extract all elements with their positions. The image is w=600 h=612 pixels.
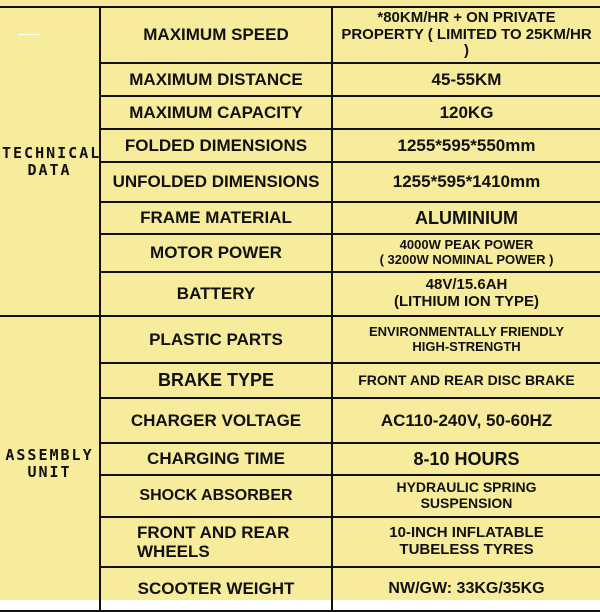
section-label-line: TECHNICAL	[2, 143, 102, 162]
spec-value-text: ( 3200W NOMINAL POWER )	[379, 252, 554, 267]
spec-name-text: CHARGING TIME	[147, 449, 285, 469]
spec-name	[100, 7, 332, 63]
spec-name	[100, 129, 332, 162]
spec-name-text: BRAKE TYPE	[157, 370, 274, 391]
spec-value	[332, 234, 600, 272]
spec-value-text: NW/GW: 33KG/35KG	[388, 580, 545, 598]
spec-value	[332, 517, 600, 567]
spec-value-text: 45-55KM	[431, 69, 502, 89]
spec-value-text: PROPERTY ( LIMITED TO 25KM/HR )	[341, 25, 592, 60]
spec-name	[100, 162, 332, 202]
spec-value-text: ALUMINIUM	[415, 207, 518, 228]
spec-name-text: CHARGER VOLTAGE	[130, 410, 302, 430]
spec-name-text: SCOOTER WEIGHT	[137, 579, 295, 599]
spec-value	[332, 363, 600, 398]
spec-name-text: WHEELS	[137, 542, 210, 561]
spec-name-text: UNFOLDED DIMENSIONS	[112, 172, 320, 192]
spec-name-text: FRAME MATERIAL	[140, 208, 292, 228]
spec-value-text: HIGH-STRENGTH	[412, 338, 521, 354]
spec-name	[100, 316, 332, 363]
spec-name-text: MAXIMUM SPEED	[143, 25, 289, 45]
spec-value-text: 1255*595*550mm	[397, 135, 536, 155]
spec-value-text: 10-INCH INFLATABLE	[389, 524, 544, 542]
spec-value-text: 120KG	[439, 102, 494, 122]
spec-name	[100, 272, 332, 316]
spec-value-text: ENVIRONMENTALLY FRIENDLY	[368, 323, 565, 339]
spec-value	[332, 7, 600, 63]
table-row	[0, 316, 600, 363]
spec-name	[100, 398, 332, 443]
spec-value	[332, 475, 600, 517]
spec-name-text: FOLDED DIMENSIONS	[124, 135, 308, 155]
spec-value-text: *80KM/HR + ON PRIVATE	[377, 8, 556, 26]
spec-name	[100, 63, 332, 96]
spec-value-text: (LITHIUM ION TYPE)	[394, 293, 539, 310]
spec-value	[332, 63, 600, 96]
section-label-line: DATA	[27, 160, 72, 179]
spec-value-text: AC110-240V, 50-60HZ	[380, 410, 553, 430]
spec-name-text: MOTOR POWER	[150, 243, 282, 263]
table-row	[0, 7, 600, 63]
spec-table	[0, 6, 600, 612]
spec-value	[332, 129, 600, 162]
spec-name-text: MAXIMUM DISTANCE	[129, 69, 303, 89]
spec-value	[332, 202, 600, 234]
spec-name	[100, 96, 332, 129]
spec-name-text: FRONT AND REAR	[137, 522, 290, 542]
spec-value-text: FRONT AND REAR DISC BRAKE	[358, 371, 575, 388]
spec-value	[332, 398, 600, 443]
section-label-line: ASSEMBLY	[5, 445, 94, 464]
spec-name-text: BATTERY	[176, 284, 256, 304]
spec-value	[332, 96, 600, 129]
spec-value	[332, 272, 600, 316]
section-label-line: UNIT	[27, 462, 72, 481]
spec-value	[332, 162, 600, 202]
spec-name	[100, 234, 332, 272]
spec-name	[100, 475, 332, 517]
spec-value-text: HYDRAULIC SPRING	[396, 479, 537, 496]
section-assembly-unit	[0, 316, 100, 611]
spec-value-text: 8-10 HOURS	[413, 448, 520, 469]
spec-name	[100, 363, 332, 398]
spec-value-text: 1255*595*1410mm	[392, 172, 541, 192]
spec-name	[100, 202, 332, 234]
spec-name-text: PLASTIC PARTS	[149, 329, 283, 349]
spec-name	[100, 567, 332, 611]
section-technical-data	[0, 7, 100, 316]
spec-name	[100, 517, 332, 567]
spec-value-text: 4000W PEAK POWER	[399, 237, 534, 253]
spec-value-text: TUBELESS TYRES	[399, 541, 534, 558]
spec-name	[100, 443, 332, 475]
spec-value	[332, 316, 600, 363]
spec-value-text: SUSPENSION	[420, 495, 513, 511]
spec-name-text: SHOCK ABSORBER	[139, 487, 293, 505]
spec-value	[332, 567, 600, 611]
spec-name-text: MAXIMUM CAPACITY	[129, 102, 303, 122]
spec-value-text: 48V/15.6AH	[425, 276, 508, 294]
spec-value	[332, 443, 600, 475]
